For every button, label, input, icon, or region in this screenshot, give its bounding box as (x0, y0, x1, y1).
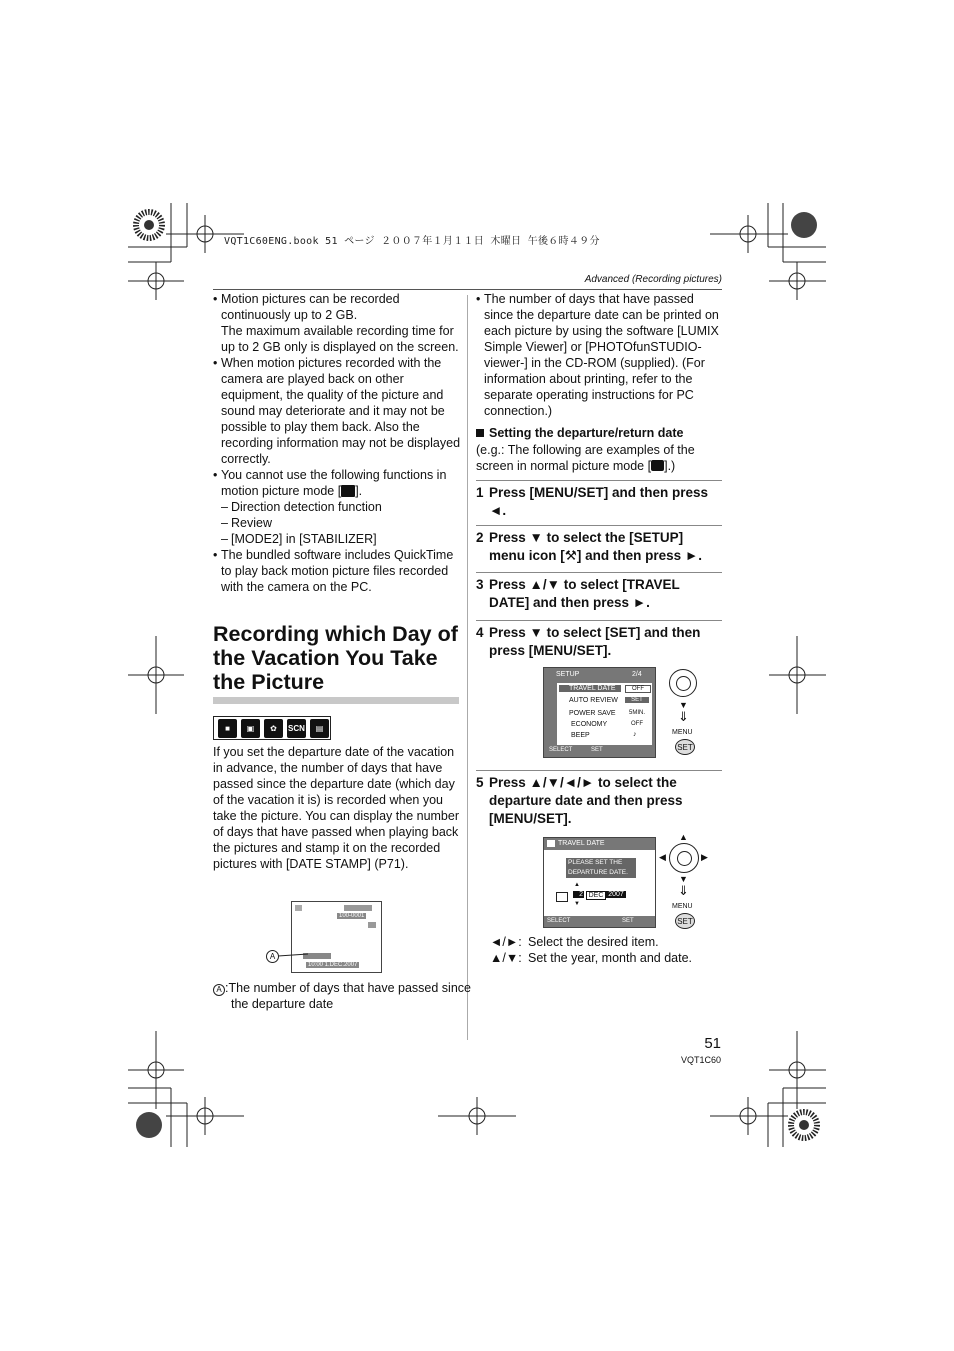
bullet-item: • The number of days that have passed since the departure date can be printed on each picture by using the software [LUMIX Simple Viewer] or [PHOTOfunSTUDIO-viewer-] in the CD-ROM (supplied). (For information about printing, refer to the separate operating instructions for PC connection.) (476, 291, 722, 419)
file-number: 100-0001 (339, 913, 365, 919)
header-rule (213, 289, 722, 290)
footnote-marker: A (213, 984, 225, 996)
page-number: 51 (704, 1035, 721, 1052)
macro-icon: ✿ (264, 719, 283, 738)
menu-row-value: 5MIN. (628, 710, 645, 716)
setup-footer-select: SELECT (549, 747, 573, 753)
column-divider (467, 295, 468, 1040)
down-arrow-small-icon: ▼ (574, 901, 580, 907)
bullet-item: • The bundled software includes QuickTime to play back motion picture files recorded with the camera on the PC. (213, 547, 463, 595)
legend-row: ▲/▼: Set the year, month and date. (490, 951, 693, 965)
menu-row-value: OFF (625, 685, 651, 693)
date-year[interactable]: 2007 (606, 891, 626, 898)
menu-label: MENU (672, 903, 693, 910)
center-button[interactable] (677, 851, 692, 866)
motion-picture-icon (341, 485, 355, 497)
step-3: 3 Press ▲/▼ to select [TRAVEL DATE] and then press ►. (476, 572, 722, 612)
menu-row-label: BEEP (571, 732, 590, 739)
down-arrow-icon: ▼ (679, 700, 688, 710)
step-1: 1 Press [MENU/SET] and then press ◄. (476, 480, 722, 520)
date-day[interactable]: 2 (573, 891, 584, 898)
dash-item: – Direction detection function (213, 499, 463, 515)
menu-set-button[interactable]: SET (675, 739, 695, 755)
menu-row[interactable] (557, 684, 652, 695)
down-hollow-arrow-icon: ⇓ (678, 883, 689, 898)
scn-icon: SCN (287, 719, 306, 738)
scene-mode-icon: ▣ (241, 719, 260, 738)
callout-a: A (266, 950, 279, 963)
battery-icon (344, 905, 372, 911)
setup-title: SETUP (556, 671, 580, 678)
bullet-item: • You cannot use the following functions in motion picture mode [ ]. (213, 467, 463, 499)
setting-heading: Setting the departure/return date (476, 426, 683, 440)
menu-row[interactable] (557, 720, 652, 731)
travel-message: PLEASE SET THE DEPARTURE DATE. (566, 858, 636, 878)
camera-icon (651, 460, 664, 471)
bullet-note: The maximum available recording time for up to 2 GB only is displayed on the screen. (221, 324, 459, 354)
down-arrow-icon: ▼ (679, 874, 688, 884)
date-time: 10:00 1.DEC.2007 (308, 962, 358, 968)
left-column (213, 291, 463, 595)
quality-icon (368, 922, 376, 928)
menu-row[interactable] (557, 696, 652, 707)
left-arrow-icon: ◀ (659, 852, 666, 862)
motion-picture-icon: ▤ (310, 719, 329, 738)
step-4: 4 Press ▼ to select [SET] and then press [MENU/SET]. (476, 620, 722, 660)
menu-row-label: TRAVEL DATE (559, 685, 621, 692)
menu-row-label: AUTO REVIEW (569, 697, 618, 704)
footnote: A :The number of days that have passed since the departure date (213, 980, 481, 1012)
menu-row[interactable] (557, 731, 652, 742)
camera-mode-icon: ■ (218, 719, 237, 738)
setup-wrench-icon: ⚒ (564, 548, 577, 563)
step-2: 2 Press ▼ to select the [SETUP] menu icon [⚒] and then press ►. (476, 525, 722, 565)
speaker-icon: ♪ (633, 731, 637, 738)
menu-row-value: SET (625, 697, 649, 703)
menu-row-label: ECONOMY (571, 721, 608, 728)
menu-row-value: OFF (631, 721, 643, 727)
square-bullet-icon (476, 429, 484, 437)
body-text: If you set the departure date of the vacation in advance, the number of days that have passed since the departure date (which day of the vacation it is) is recorded when you take the picture. You can display the number of days that have passed when playing back the pictures and stamp it on the recorded pictures with [DATE STAMP] (P71). (213, 745, 459, 871)
mode-indicator-icon (295, 905, 302, 911)
book-info-line: VQT1C60ENG.book 51 ページ ２００７年１月１１日 木曜日 午後６時４９分 (224, 236, 600, 247)
title-underbar (213, 697, 459, 704)
down-hollow-arrow-icon: ⇓ (678, 709, 689, 724)
setup-page: 2/4 (632, 671, 642, 678)
up-arrow-icon: ▲ (574, 882, 580, 888)
right-bullet (476, 291, 722, 419)
travel-footer: SELECT SET (544, 916, 655, 927)
setup-list (557, 683, 652, 745)
bullet-item: • Motion pictures can be recorded continuously up to 2 GB. (213, 291, 463, 323)
up-arrow-icon: ▲ (679, 832, 688, 842)
bullet-item: • When motion pictures recorded with the camera are played back on other equipment, the quality of the picture and sound may deteriorate and it may not be possible to play them back. Also the recording information may not be displayed correctly. (213, 355, 463, 467)
right-arrow-icon: ▶ (701, 852, 708, 862)
setup-menu-screen (543, 667, 656, 758)
legend (490, 934, 722, 966)
page-title: Recording which Day of the Vacation You Take the Picture (213, 622, 458, 694)
step-5: 5 Press ▲/▼/◄/► to select the departure date and then press [MENU/SET]. (476, 770, 722, 828)
setup-footer-set: SET (591, 747, 603, 753)
date-month[interactable]: DEC (586, 891, 606, 900)
center-button[interactable] (676, 676, 691, 691)
control-pad[interactable] (669, 669, 697, 697)
control-pad[interactable] (669, 843, 699, 873)
dash-item: – [MODE2] in [STABILIZER] (213, 531, 463, 547)
menu-set-button[interactable]: SET (675, 913, 695, 929)
model-code: VQT1C60 (680, 1055, 721, 1065)
menu-row[interactable] (557, 709, 652, 720)
travel-date-header: TRAVEL DATE (544, 838, 655, 850)
home-icon (556, 892, 568, 902)
legend-row: ◄/►: Select the desired item. (490, 935, 659, 949)
dash-item: – Review (213, 515, 463, 531)
travel-date-screen (543, 837, 656, 928)
menu-row-label: POWER SAVE (569, 710, 616, 717)
setting-note: (e.g.: The following are examples of the screen in normal picture mode [ ].) (476, 443, 695, 473)
section-title: Advanced (Recording pictures) (584, 274, 722, 285)
mode-icons (213, 716, 331, 740)
suitcase-icon (547, 840, 555, 847)
menu-label: MENU (672, 729, 693, 736)
